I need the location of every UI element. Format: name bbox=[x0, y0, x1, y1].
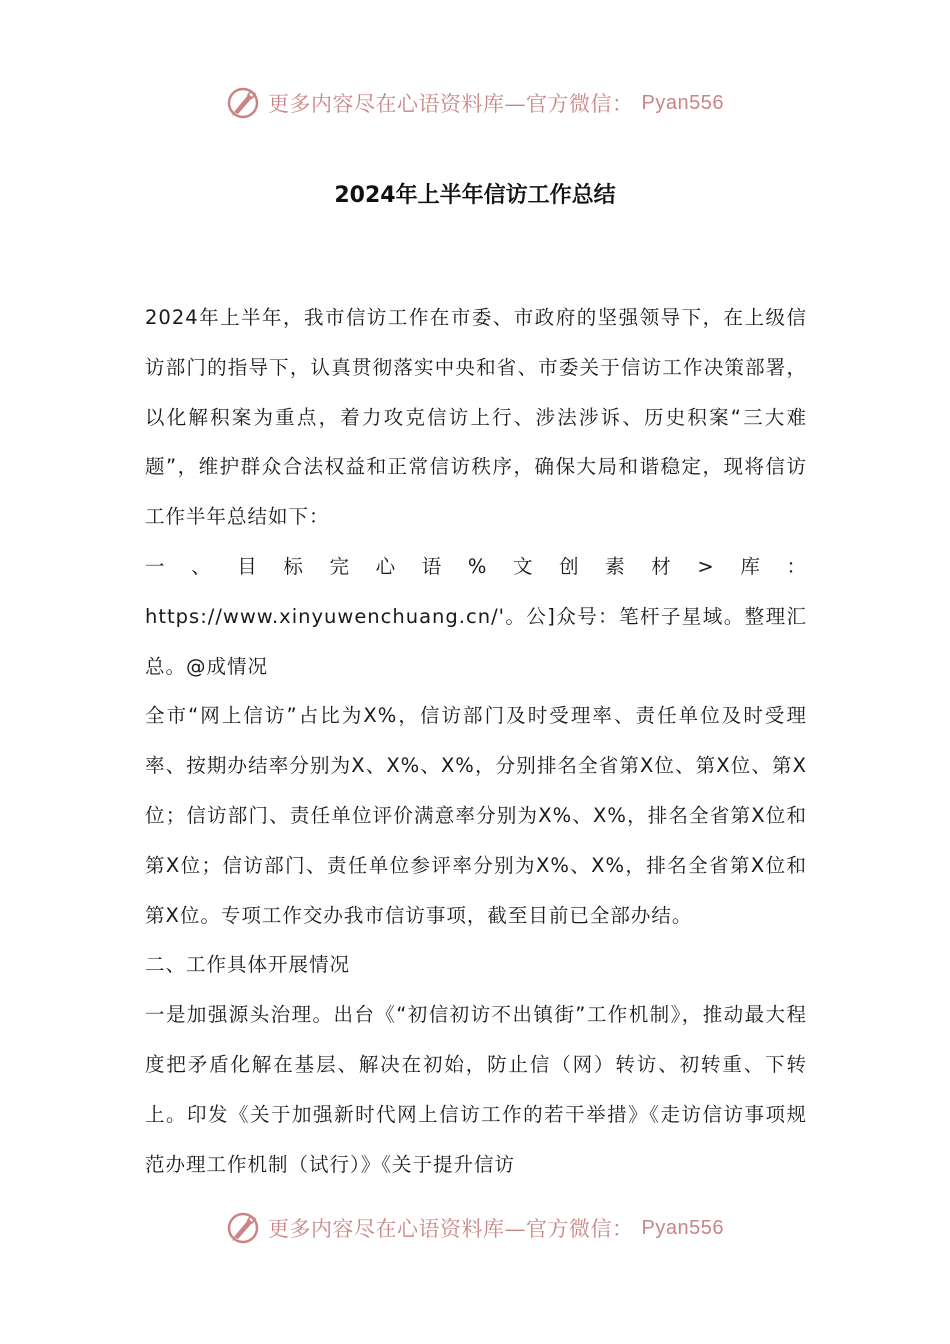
watermark-text: 更多内容尽在心语资料库—官方微信： bbox=[268, 1217, 634, 1241]
pen-logo-icon bbox=[226, 1211, 260, 1245]
paragraph-stats: 全市“网上信访”占比为X%，信访部门及时受理率、责任单位及时受理率、按期办结率分别为X、X%、X%，分别排名全省第X位、第X位、第X位；信访部门、责任单位评价满意率分别为X%、X%，排名全省第X位和第X位；信访部门、责任单位参评率分别为X%、X%，排名全省第X位和第X位。专项工作交办我市信访事项，截至目前已全部办结。 bbox=[145, 704, 807, 927]
heading-section-2: 二、工作具体开展情况 bbox=[145, 953, 351, 977]
document-body bbox=[145, 293, 807, 1189]
pen-logo-icon bbox=[226, 86, 260, 120]
watermark-footer bbox=[0, 1208, 950, 1248]
watermark-text: 更多内容尽在心语资料库—官方微信： bbox=[268, 92, 634, 116]
paragraph-intro: 2024年上半年，我市信访工作在市委、市政府的坚强领导下，在上级信访部门的指导下，认真贯彻落实中央和省、市委关于信访工作决策部署，以化解积案为重点，着力攻克信访上行、涉法涉诉、历史积案“三大难题”，维护群众合法权益和正常信访秩序，确保大局和谐稳定，现将信访工作半年总结如下： bbox=[145, 306, 807, 529]
heading-section-1: 一、目标完心语%文创素材>库：https://www.xinyuwenchuang.cn/'。公]众号：笔杆子星域。整理汇总。@成情况 bbox=[145, 554, 807, 678]
watermark-id: Pyan556 bbox=[641, 91, 724, 114]
watermark-id: Pyan556 bbox=[641, 1216, 724, 1239]
watermark-header bbox=[0, 83, 950, 123]
paragraph-source-governance: 一是加强源头治理。出台《“初信初访不出镇街”工作机制》，推动最大程度把矛盾化解在基层、解决在初始，防止信（网）转访、初转重、下转上。印发《关于加强新时代网上信访工作的若干举措》《走访信访事项规范办理工作机制（试行）》《关于提升信访 bbox=[145, 1003, 807, 1176]
document-title: 2024年上半年信访工作总结 bbox=[334, 183, 616, 208]
